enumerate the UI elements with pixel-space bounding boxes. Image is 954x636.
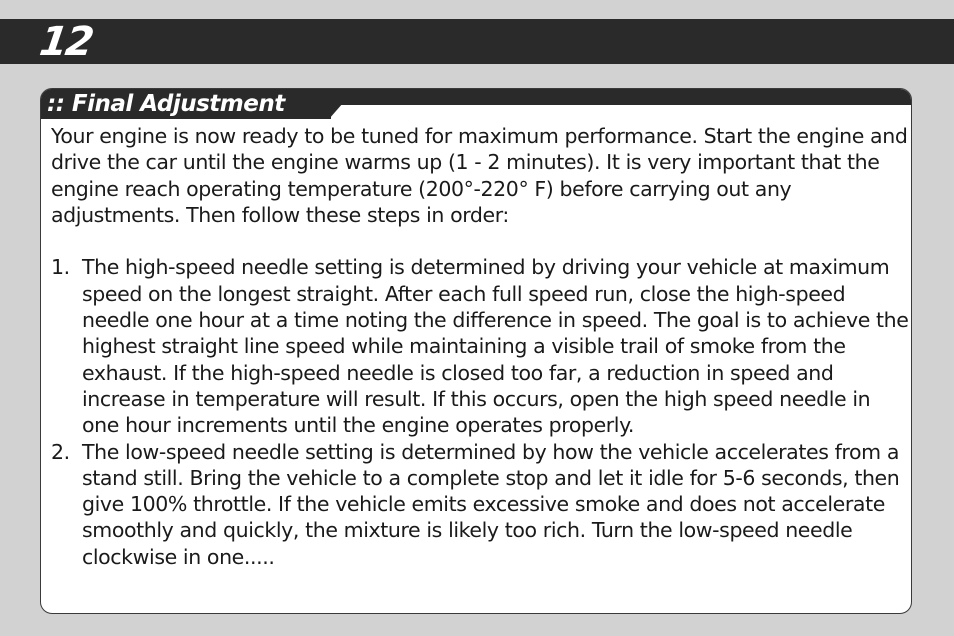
intro-paragraph: Your engine is now ready to be tuned for maximum performance. Start the engine and drive the car until the engine warms up (1 - 2 minutes). It is very important that the engine reach operating temperature (200°-220° F) before carrying out any adjustments. Then follow these steps in order: (51, 124, 908, 227)
section-title: :: Final Adjustment (47, 91, 285, 117)
section-body (51, 123, 911, 570)
page-header-band (0, 19, 954, 64)
step-item (51, 254, 911, 438)
final-adjustment-panel (40, 88, 912, 614)
steps-list (51, 254, 911, 570)
page-number: 12 (36, 19, 95, 65)
step-text: The high-speed needle setting is determined by driving your vehicle at maximum speed on the longest straight. After each full speed run, close the high-speed needle one hour at a time noting the difference in speed. The goal is to achieve the highest straight line speed while maintaining a visible trail of smoke from the exhaust. If the high-speed needle is closed too far, a reduction in speed and increase in temperature will result. If this occurs, open the high speed needle in one hour increments until the engine operates properly. (82, 255, 909, 438)
step-number: 2. (51, 439, 70, 464)
step-item (51, 439, 911, 570)
title-tab-slant-lower (329, 103, 343, 119)
step-text: The low-speed needle setting is determined by how the vehicle accelerates from a stand still. Bring the vehicle to a complete stop and let it idle for 5-6 seconds, then give 100% throttle. If the vehicle emits excessive smoke and does not accelerate smoothly and quickly, the mixture is likely too rich. Turn the low-speed needle clockwise in one..... (82, 439, 900, 569)
step-number: 1. (51, 255, 70, 280)
